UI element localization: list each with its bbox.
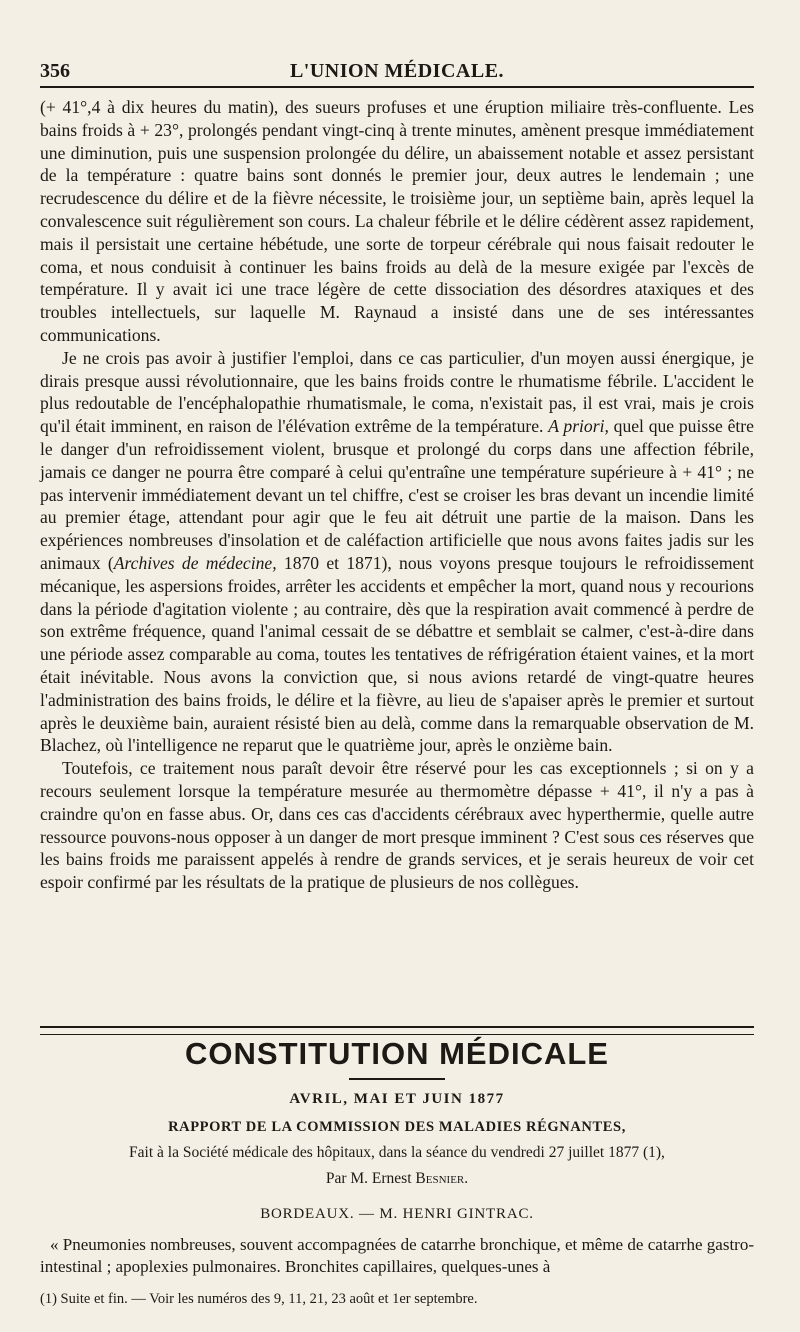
paragraph-3: Toutefois, ce traitement nous paraît devoir être réservé pour les cas exceptionnels ; si on y a recours seulement lorsque la température mesurée au thermomètre dépasse + 41°, il n'y a pas à craindre qu'on en fasse abus. Or, dans ces cas d'accidents cérébraux avec hyperthermie, quelle autre ressource pouvons-nous opposer à un danger de mort presque imminent ? C'est sous ces réserves que les bains froids me paraissent appelés à rendre de grands services, et je serais heureux de voir cet espoir confirmé par les résultats de la pratique de plusieurs de nos collègues. <box>40 758 754 893</box>
author-name: Besnier. <box>415 1170 469 1187</box>
constitution-medicale-section <box>40 1036 754 1310</box>
report-venue: Fait à la Société médicale des hôpitaux, dans la séance du vendredi 27 juillet 1877 (1), <box>129 1144 665 1161</box>
section-date: AVRIL, MAI ET JUIN 1877 <box>289 1091 505 1107</box>
city-line: BORDEAUX. — M. HENRI GINTRAC. <box>260 1206 534 1222</box>
title-rule <box>349 1078 445 1080</box>
paragraph-2-end: 1870 et 1871), nous voyons presque toujours le refroidissement mécanique, les aspersions froides, arrêter les accidents et empêcher la mort, quand nous y recourions dans la période d'agitation violente ; au contraire, dès que la respiration avait commencé à perdre de son extrême fréquence, quand l'animal cessait de se débattre et semblait se calmer, c'est-à-dire dans une période assez comparable au coma, toutes les tentatives de réfrigération étaient vaines, et la mort était inévitable. Nous avons la conviction que, si nous avions retardé de vingt-quatre heures l'administration des bains froids, le délire et la fièvre, au lieu de s'apaiser après le premier et surtout après le deuxième bain, auraient résisté bien au delà, comme dans la remarquable observation de M. Blachez, où l'intelligence ne reparut que le quatrième jour, après le onzième bain. <box>40 552 755 756</box>
footnote: (1) Suite et fin. — Voir les numéros des 9, 11, 21, 23 août et 1er septembre. <box>40 1291 478 1307</box>
report-author <box>40 1166 754 1192</box>
paragraph-1: (+ 41°,4 à dix heures du matin), des sueurs profuses et une éruption miliaire très-confluente. Les bains froids à + 23°, prolongés pendant vingt-cinq à trente minutes, amènent presque immédiatement une diminution, puis une suspension prolongée du délire, un abaissement notable et assez persistant de la température : quatre bains sont donnés le premier jour, deux autres le lendemain ; une recrudescence du délire et de la fièvre nécessite, le troisième jour, un septième bain, après lequel la convalescence suit régulièrement son cours. La chaleur fébrile et le délire cédèrent assez rapidement, mais il persistait une certaine hébétude, une sorte de torpeur cérébrale qui nous faisait redouter le coma, et nous conduisit à continuer les bains froids au delà de la mesure exigée par l'excès de température. Il y avait ici une trace légère de cette dissociation des désordres ataxiques et des troubles intellectuels, sur laquelle M. Raynaud a insisté dans une de ses intéressantes communications. <box>40 97 754 345</box>
paragraph-2 <box>40 347 754 757</box>
paragraph-2-cont: quel que puisse être le danger d'un refroidissement violent, brusque et prolongé du corps dans une affection fébrile, jamais ce danger ne pourra être comparé à celui qu'entraîne une température supérieure à + 41° ; ne pas intervenir immédiatement devant un tel chiffre, c'est se croiser les bras devant un incendie limité au premier étage, attendant pour agir que le feu ait détruit une partie de la maison. Dans les expériences nombreuses d'insolation et de caléfaction artificielle que nous avons faites jadis sur les animaux ( <box>40 416 754 573</box>
paragraph-2-text: Je ne crois pas avoir à justifier l'emploi, dans ce cas particulier, d'un moyen aussi énergique, je dirais presque aussi révolutionnaire, que les bains froids contre le rhumatisme fébrile. L'accident le plus redoutable de l'encéphalopathie rhumatismale, le coma, n'existait pas, il est vrai, mais je crois qu'il était imminent, en raison de l'élévation extrême de la température. <box>40 347 754 437</box>
archives-citation: Archives de médecine, <box>113 552 277 573</box>
article-body <box>40 96 754 894</box>
paragraph-2-italic: A priori, <box>548 416 609 437</box>
journal-title: L'UNION MÉDICALE. <box>289 60 505 82</box>
header-rule <box>40 86 754 88</box>
author-prefix: Par M. Ernest <box>325 1170 412 1187</box>
report-title: RAPPORT DE LA COMMISSION DES MALADIES RÉGNANTES, <box>168 1119 626 1135</box>
page-number: 356 <box>40 60 70 82</box>
section-title: CONSTITUTION MÉDICALE <box>185 1036 609 1071</box>
quote-paragraph: « Pneumonies nombreuses, souvent accompagnées de catarrhe bronchique, et même de catarrhe gastro-intestinal ; apoplexies pulmonaires. Bronchites capillaires, quelques-unes à <box>40 1235 754 1276</box>
running-head <box>40 58 754 86</box>
section-divider <box>40 1026 754 1035</box>
